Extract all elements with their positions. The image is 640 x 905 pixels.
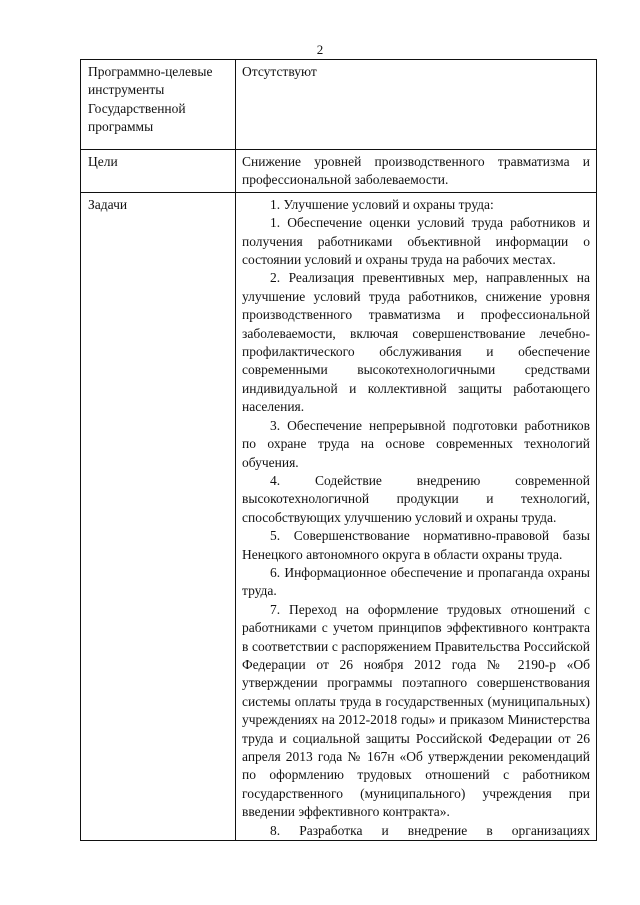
program-passport-table (80, 59, 597, 841)
task-item-2: 2. Реализация превентивных мер, направленных на улучшение условий труда работников, снижение уровня производственного травматизма и профессиональной заболеваемости, включая совершенствование лечебно-профилактического обслуживания и обеспечение современными высокотехнологичными средствами индивидуальной и коллективной защиты работающего населения. (242, 270, 590, 415)
table-row-tasks (81, 192, 597, 840)
row-label-goals: Цели (81, 150, 236, 193)
task-item-5: 5. Совершенствование нормативно-правовой базы Ненецкого автономного округа в области охраны труда. (242, 528, 590, 562)
task-item-7: 7. Переход на оформление трудовых отношений с работниками с учетом принципов эффективного контракта в соответствии с распоряжением Правительства Российской Федерации от 26 ноября 2012 года № 2190-р «Об утверждении программы поэтапного совершенствования системы оплаты труда в государственных (муниципальных) учреждениях на 2012-2018 годы» и приказом Министерства труда и социальной защиты Российской Федерации от 26 апреля 2013 года № 167н «Об утверждении рекомендаций по оформлению трудовых отношений с работником государственного (муниципального) учреждения при введении эффективного контракта». (242, 601, 590, 820)
row-label-tasks: Задачи (81, 192, 236, 840)
task-item-4: 4. Содействие внедрению современной высокотехнологичной продукции и технологий, способствующих улучшению условий и охраны труда. (242, 472, 590, 525)
task-item-8: 8. Разработка и внедрение в организациях (270, 822, 590, 838)
row-value-goals: Снижение уровней производственного травматизма и профессиональной заболеваемости. (236, 150, 597, 193)
page-number: 2 (316, 42, 324, 57)
table-row-tools (81, 60, 597, 150)
task-heading: 1. Улучшение условий и охраны труда: (270, 196, 494, 212)
row-value-tasks (236, 192, 597, 840)
task-item-1: 1. Обеспечение оценки условий труда работников и получения работниками объективной информации о состоянии условий и охраны труда на рабочих местах. (242, 215, 590, 268)
table-row-goals (81, 150, 597, 193)
row-label-tools: Программно-целевые инструменты Государственной программы (81, 60, 236, 150)
row-value-tools: Отсутствуют (236, 60, 597, 150)
task-item-3: 3. Обеспечение непрерывной подготовки работников по охране труда на основе современных технологий обучения. (242, 417, 590, 470)
task-item-6: 6. Информационное обеспечение и пропаганда охраны труда. (242, 564, 590, 599)
